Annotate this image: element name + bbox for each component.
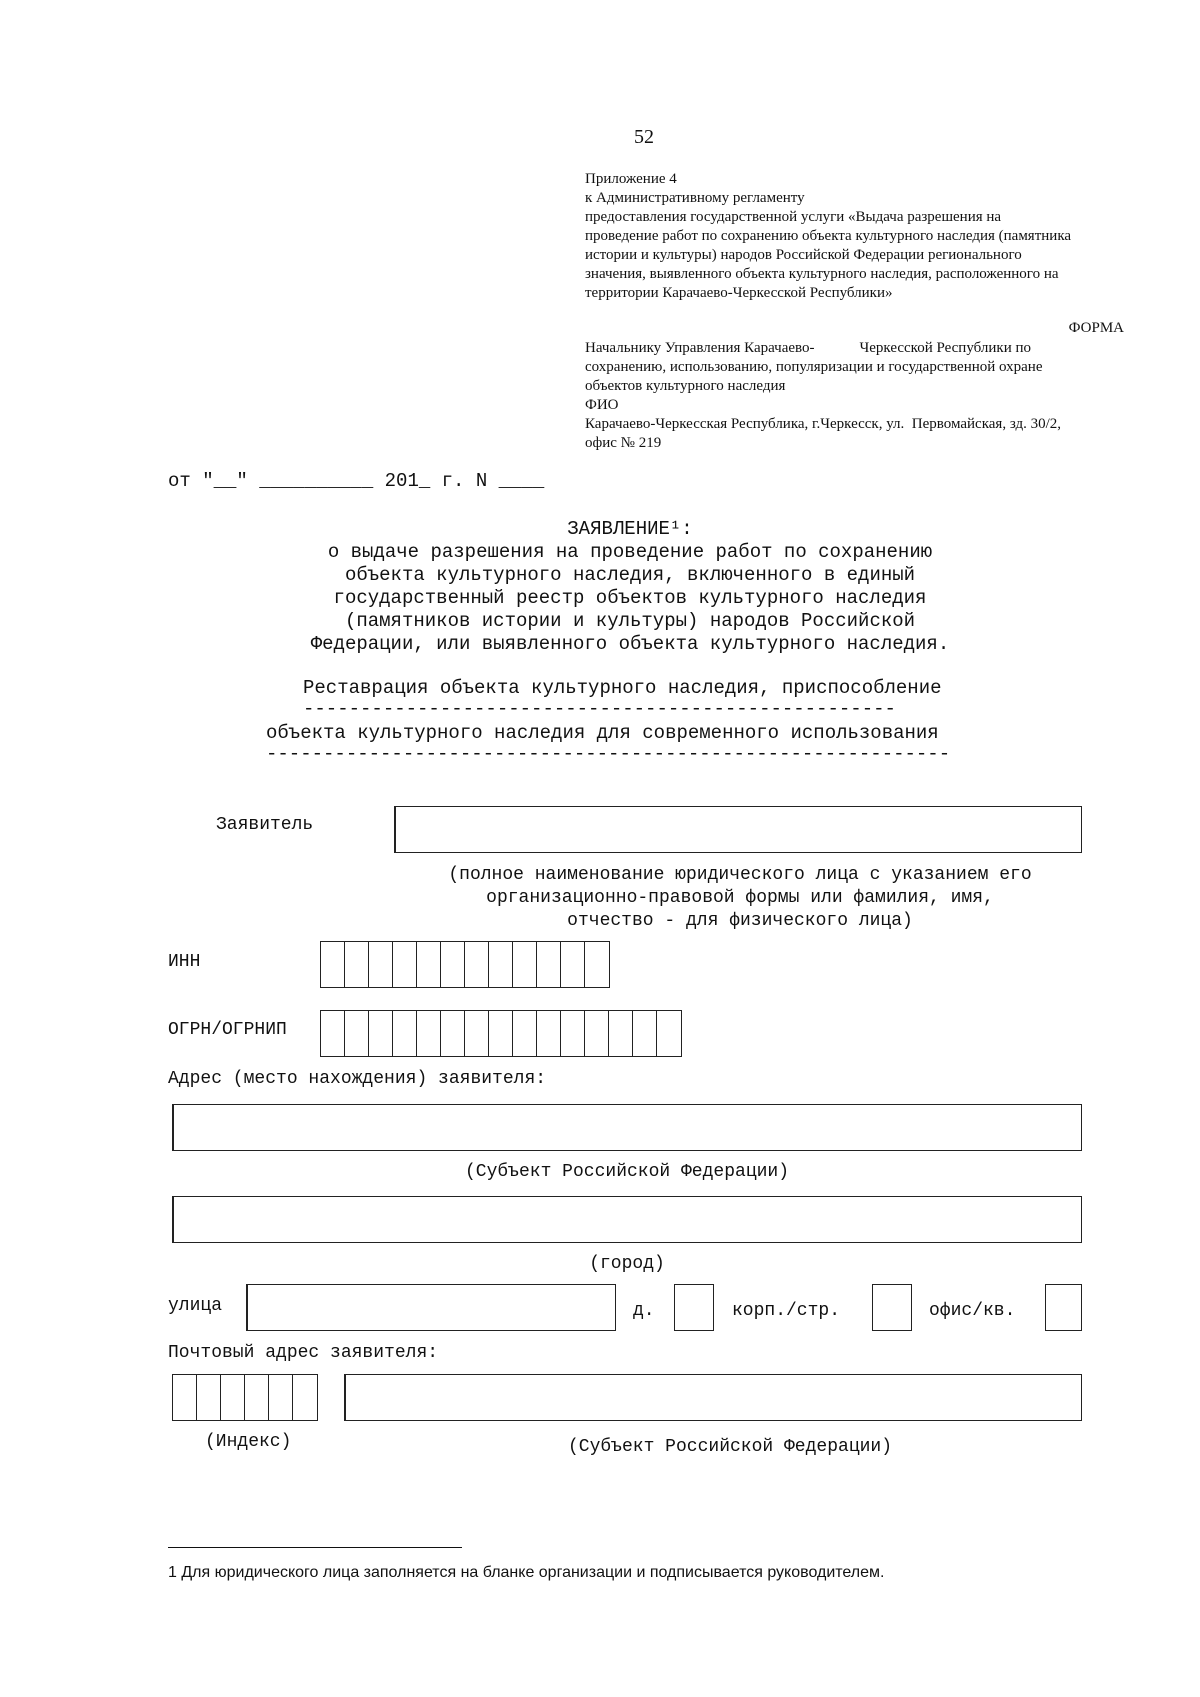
office-label: офис/кв. <box>929 1301 1016 1321</box>
char-cell[interactable] <box>537 942 561 987</box>
applicant-caption-line: (полное наименование юридического лица с указанием его <box>448 865 1032 885</box>
applicant-caption-line: отчество - для физического лица) <box>567 911 913 931</box>
appendix-line: к Административному регламенту <box>585 190 805 206</box>
char-cell[interactable] <box>345 942 369 987</box>
appendix-header <box>585 170 1125 303</box>
char-cell[interactable] <box>465 1011 489 1056</box>
address-subject-caption: (Субъект Российской Федерации) <box>464 1162 790 1182</box>
statement-line: Федерации, или выявленного объекта культурного наследия. <box>310 633 950 655</box>
char-cell[interactable] <box>369 1011 393 1056</box>
char-cell[interactable] <box>585 1011 609 1056</box>
house-field[interactable] <box>674 1284 714 1331</box>
house-label: д. <box>633 1301 655 1321</box>
char-cell[interactable] <box>537 1011 561 1056</box>
char-cell[interactable] <box>417 942 441 987</box>
address-city-caption: (город) <box>589 1254 665 1274</box>
char-cell[interactable] <box>513 1011 537 1056</box>
statement-heading: ЗАЯВЛЕНИЕ¹: <box>567 518 693 540</box>
inn-label: ИНН <box>168 952 201 972</box>
building-label: корп./стр. <box>732 1301 841 1321</box>
building-field[interactable] <box>872 1284 912 1331</box>
ogrn-label: ОГРН/ОГРНИП <box>168 1020 287 1040</box>
char-cell[interactable] <box>633 1011 657 1056</box>
appendix-line: территории Карачаево-Черкесской Республики» <box>585 285 893 301</box>
footnote: 1 Для юридического лица заполняется на бланке организации и подписывается руководителем. <box>168 1564 885 1581</box>
addressee-line: офис № 219 <box>585 435 662 451</box>
footnote-divider <box>168 1547 462 1548</box>
postal-subject-caption: (Субъект Российской Федерации) <box>567 1437 893 1457</box>
char-cell[interactable] <box>321 942 345 987</box>
applicant-name-field[interactable] <box>394 806 1082 853</box>
char-cell[interactable] <box>441 942 465 987</box>
char-cell[interactable] <box>245 1375 269 1420</box>
office-field[interactable] <box>1045 1284 1082 1331</box>
appendix-line: Приложение 4 <box>585 171 677 187</box>
address-subject-field[interactable] <box>172 1104 1082 1151</box>
appendix-line: истории и культуры) народов Российской Федерации регионального <box>585 247 1022 263</box>
appendix-line: проведение работ по сохранению объекта культурного наследия (памятника <box>585 228 1072 244</box>
addressee-line: ФИО <box>585 397 619 413</box>
char-cell[interactable] <box>441 1011 465 1056</box>
char-cell[interactable] <box>585 942 609 987</box>
street-label: улица <box>168 1296 223 1316</box>
char-cell[interactable] <box>393 1011 417 1056</box>
date-line: от "__" __________ 201_ г. N ____ <box>168 470 545 492</box>
addressee-block <box>585 339 1125 453</box>
work-type-line-1: Реставрация объекта культурного наследия, приспособление <box>303 677 942 699</box>
applicant-label: Заявитель <box>216 815 314 835</box>
char-cell[interactable] <box>173 1375 197 1420</box>
char-cell[interactable] <box>269 1375 293 1420</box>
page-number: 52 <box>634 126 654 148</box>
inn-field[interactable] <box>320 941 610 988</box>
char-cell[interactable] <box>513 942 537 987</box>
addressee-line: объектов культурного наследия <box>585 378 786 394</box>
char-cell[interactable] <box>489 942 513 987</box>
address-city-field[interactable] <box>172 1196 1082 1243</box>
char-cell[interactable] <box>369 942 393 987</box>
addressee-line: Карачаево-Черкесская Республика, г.Черкесск, ул. Первомайская, зд. 30/2, <box>585 416 1062 432</box>
char-cell[interactable] <box>293 1375 317 1420</box>
char-cell[interactable] <box>221 1375 245 1420</box>
char-cell[interactable] <box>393 942 417 987</box>
work-type-dash-2: ------------------------------------------------------------ <box>266 743 951 765</box>
postal-subject-field[interactable] <box>344 1374 1082 1421</box>
char-cell[interactable] <box>417 1011 441 1056</box>
char-cell[interactable] <box>465 942 489 987</box>
postal-label: Почтовый адрес заявителя: <box>168 1343 439 1363</box>
form-label: ФОРМА <box>1068 320 1124 336</box>
appendix-line: предоставления государственной услуги «Выдача разрешения на <box>585 209 1002 225</box>
applicant-caption <box>380 864 1100 933</box>
address-label: Адрес (место нахождения) заявителя: <box>168 1069 547 1089</box>
char-cell[interactable] <box>321 1011 345 1056</box>
char-cell[interactable] <box>609 1011 633 1056</box>
char-cell[interactable] <box>345 1011 369 1056</box>
char-cell[interactable] <box>197 1375 221 1420</box>
statement-line: объекта культурного наследия, включенного в единый <box>344 564 916 586</box>
statement-line: (памятников истории и культуры) народов Российской <box>344 610 916 632</box>
statement-line: государственный реестр объектов культурного наследия <box>333 587 927 609</box>
street-field[interactable] <box>246 1284 616 1331</box>
postal-index-caption: (Индекс) <box>205 1432 292 1452</box>
work-type-line-2: объекта культурного наследия для современного использования <box>266 722 939 744</box>
statement-line: о выдаче разрешения на проведение работ по сохранению <box>327 541 933 563</box>
addressee-line: сохранению, использованию, популяризации и государственной охране <box>585 359 1043 375</box>
ogrn-field[interactable] <box>320 1010 682 1057</box>
char-cell[interactable] <box>561 942 585 987</box>
applicant-caption-line: организационно-правовой формы или фамилия, имя, <box>486 888 994 908</box>
statement-title <box>200 518 1060 656</box>
addressee-line: Начальнику Управления Карачаево- Черкесской Республики по <box>585 340 1032 356</box>
char-cell[interactable] <box>489 1011 513 1056</box>
appendix-line: значения, выявленного объекта культурного наследия, расположенного на <box>585 266 1059 282</box>
char-cell[interactable] <box>657 1011 681 1056</box>
work-type-dash-1: ---------------------------------------------------- <box>303 698 896 720</box>
char-cell[interactable] <box>561 1011 585 1056</box>
postal-index-field[interactable] <box>172 1374 318 1421</box>
